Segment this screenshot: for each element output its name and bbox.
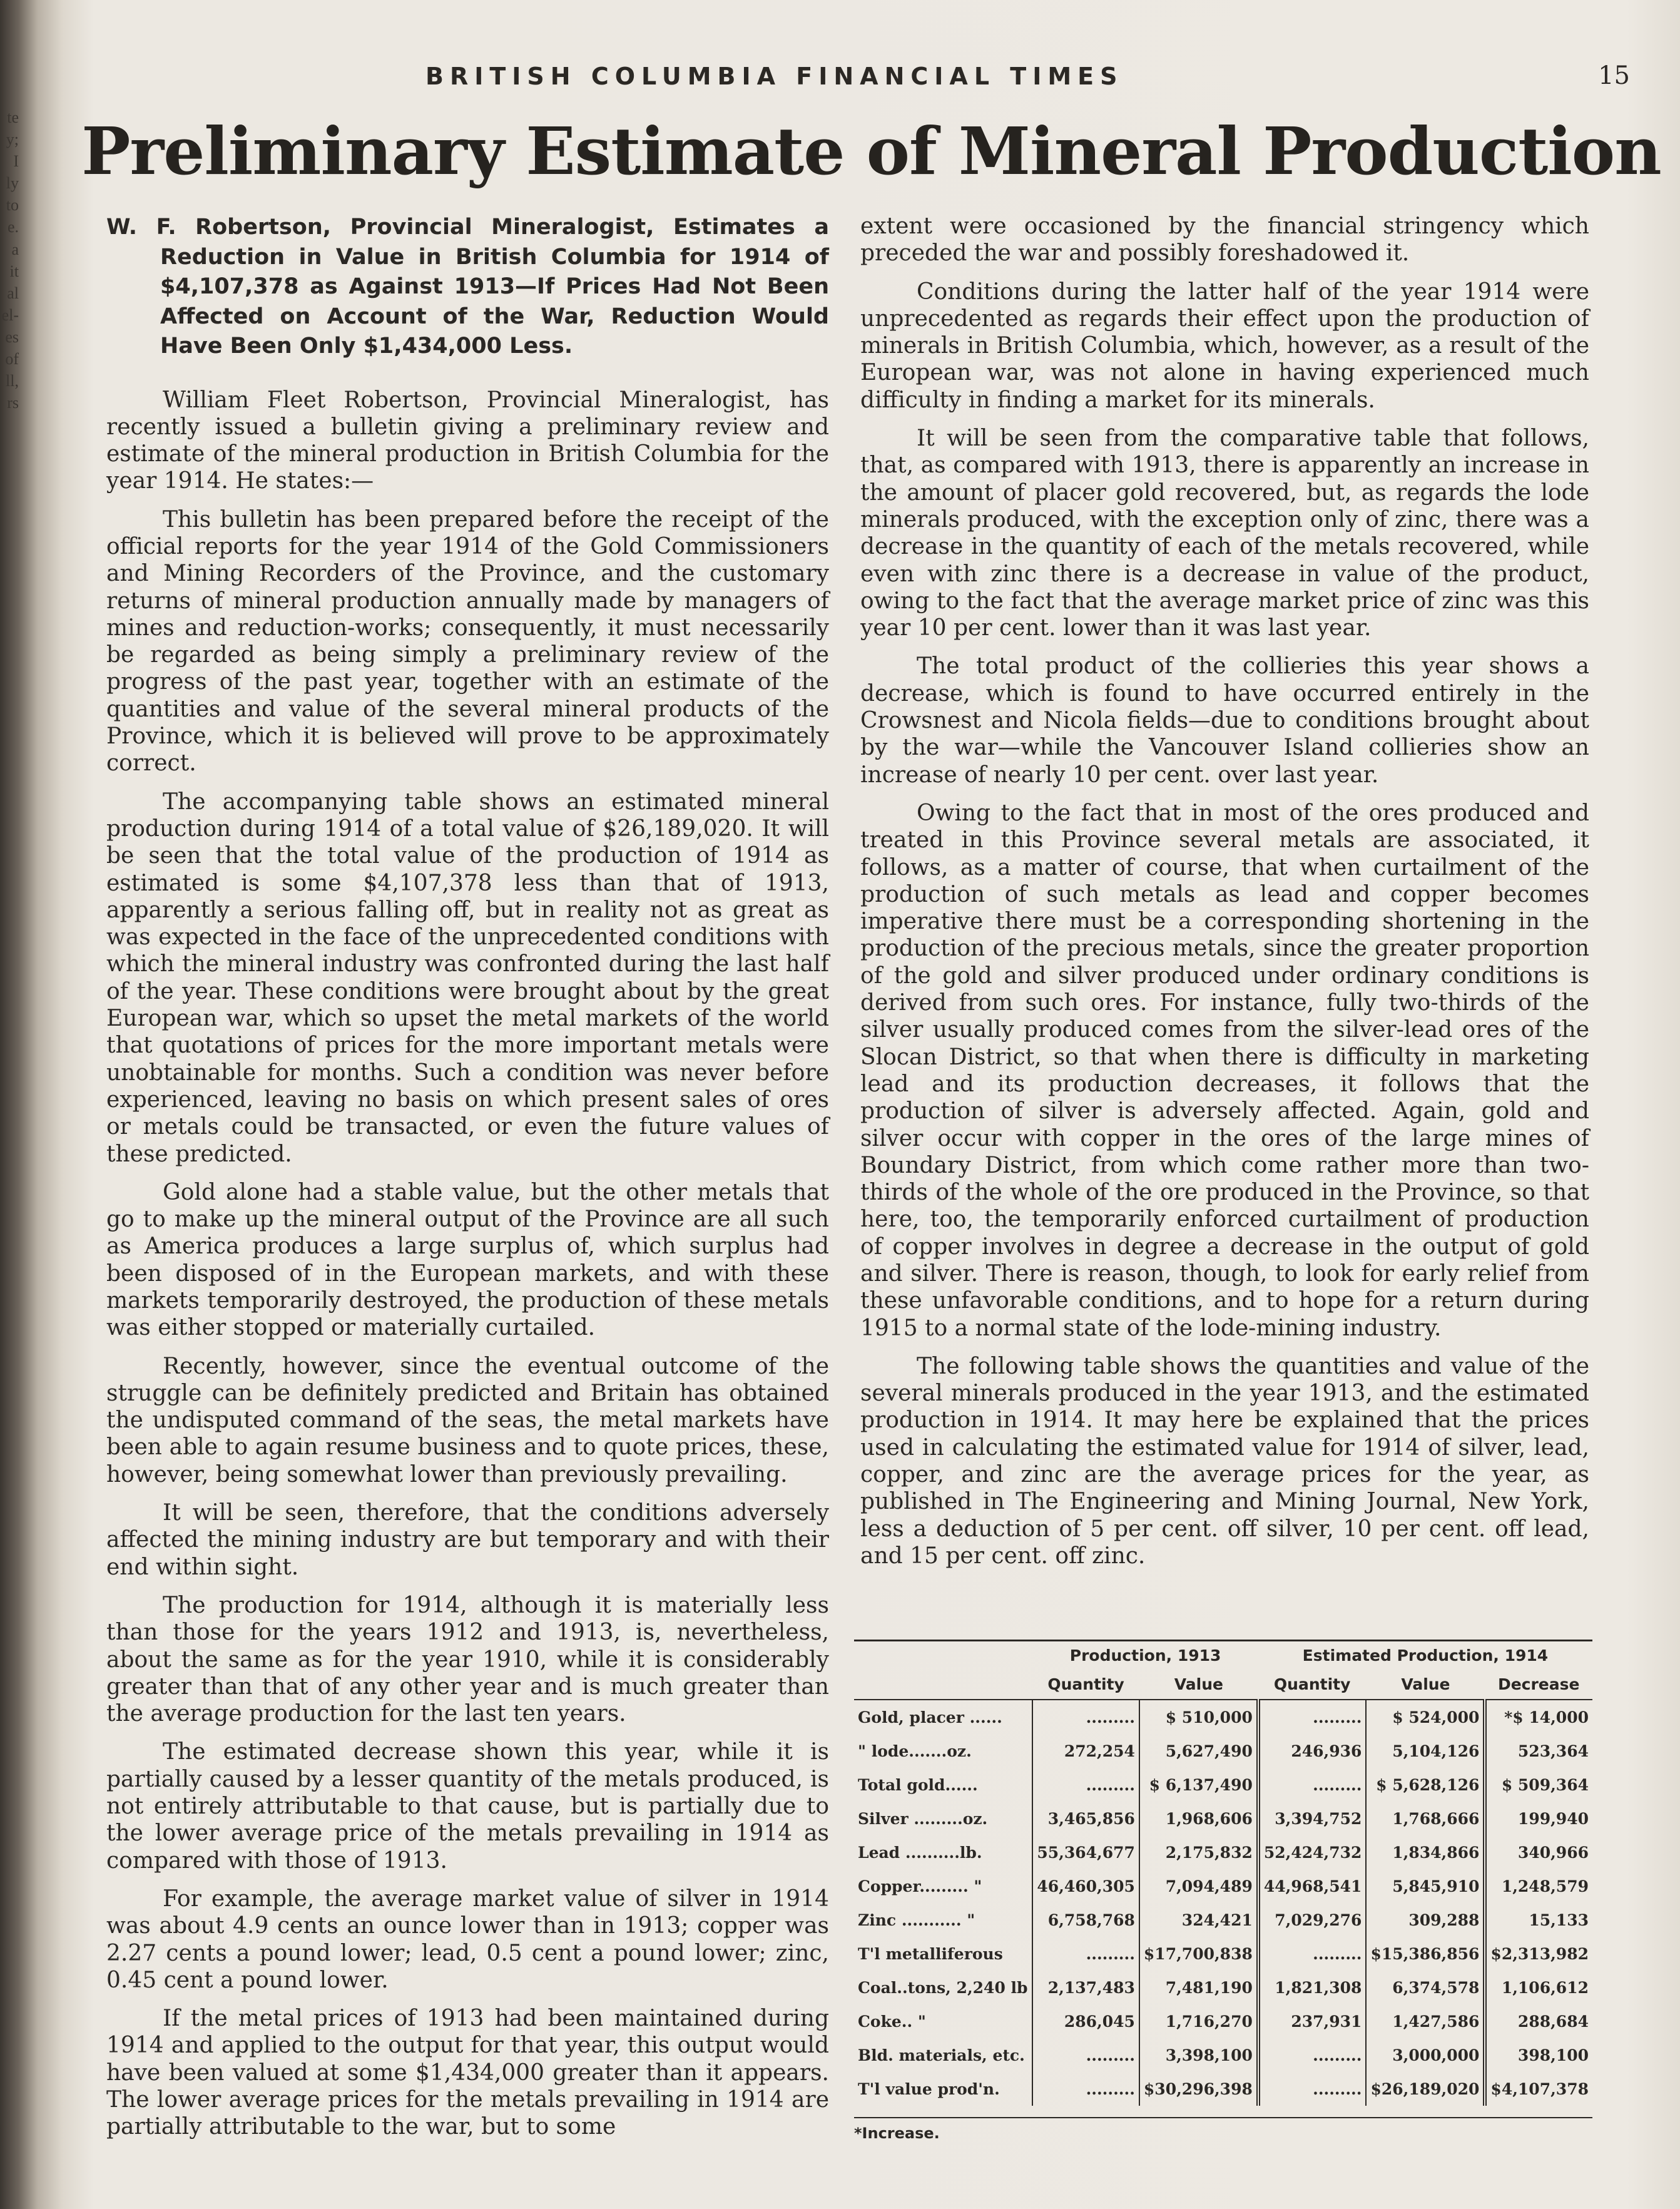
col-quantity-1913: Quantity (1032, 1670, 1139, 1700)
production-table (854, 1641, 1592, 2106)
body-paragraph: William Fleet Robertson, Provincial Mineralogist, has recently issued a bulletin giving a preliminary review and estimate of the mineral production in British Columbia for the year 1914. He states:— (106, 387, 829, 494)
quantity-1913: 2,137,483 (1032, 1971, 1139, 2004)
quantity-1914: ......... (1258, 2072, 1367, 2106)
quantity-1913: 46,460,305 (1032, 1869, 1139, 1903)
decrease-value: 288,684 (1485, 2004, 1592, 2038)
article-subhead: W. F. Robertson, Provincial Mineralogist, Estimates a Reduction in Value in British Columbia for 1914 of $4,107,378 as Against 1913—If Prices Had Not Been Affected on Account of the War, Reduction Would Have Been Only $1,434,000 Less. (106, 215, 829, 359)
table-corner-2 (854, 1670, 1032, 1700)
row-label: Lead ..........lb. (858, 1843, 982, 1862)
value-1913: $ 6,137,490 (1139, 1768, 1258, 1802)
production-table-block (854, 1640, 1592, 2142)
quantity-1914: 1,821,308 (1258, 1971, 1367, 2004)
row-label: Copper......... " (858, 1877, 982, 1895)
table-row (854, 1937, 1592, 1971)
row-label: Total gold...... (858, 1775, 978, 1794)
col-value-1913: Value (1139, 1670, 1258, 1700)
quantity-1913: 6,758,768 (1032, 1903, 1139, 1937)
body-paragraph: This bulletin has been prepared before the receipt of the official reports for the year 1914 of the Gold Commissioners and Mining Recorders of the Province, and the customary returns of mineral production annually made by managers of mines and reduction-works; consequently, it must necessarily be regarded as being simply a preliminary review of the progress of the past year, together with an estimate of the quantities and value of the several mineral products of the Province, which it is believed will prove to be approximately correct. (106, 506, 829, 777)
value-1913: 1,716,270 (1139, 2004, 1258, 2038)
quantity-1914: ......... (1258, 1700, 1367, 1734)
value-1913: 324,421 (1139, 1903, 1258, 1937)
quantity-1913: 55,364,677 (1032, 1835, 1139, 1869)
running-head (113, 63, 1630, 100)
table-row (854, 1869, 1592, 1903)
decrease-value: $ 509,364 (1485, 1768, 1592, 1802)
col-value-1914: Value (1366, 1670, 1485, 1700)
quantity-1913: ......... (1032, 1937, 1139, 1971)
body-paragraph: It will be seen from the comparative table that follows, that, as compared with 1913, there is apparently an increase in the amount of placer gold recovered, but, as regards the lode minerals produced, with the exception only of zinc, there was a decrease in the quantity of each of the metals recovered, while even with zinc there is a decrease in value of the product, owing to the fact that the average market price of zinc was this year 10 per cent. lower than it was last year. (860, 426, 1589, 641)
row-label: Silver .........oz. (858, 1809, 988, 1828)
value-1913: 3,398,100 (1139, 2038, 1258, 2072)
value-1913: $ 510,000 (1139, 1700, 1258, 1734)
body-paragraph: The estimated decrease shown this year, while it is partially caused by a lesser quantity of the metals produced, is not entirely attributable to that cause, but is partially due to the lower average price of the metals prevailing in 1914 as compared with those of 1913. (106, 1739, 829, 1874)
value-1914: 5,104,126 (1366, 1734, 1485, 1768)
row-label: Coke.. " (858, 2012, 926, 2031)
value-1913: 1,968,606 (1139, 1802, 1258, 1835)
table-footnote: *Increase. (854, 2117, 1592, 2142)
header-production-1913: Production, 1913 (1069, 1646, 1221, 1665)
value-1914: 1,834,866 (1366, 1835, 1485, 1869)
value-1914: 1,427,586 (1366, 2004, 1485, 2038)
quantity-1913: ......... (1032, 1700, 1139, 1734)
quantity-1913: 3,465,856 (1032, 1802, 1139, 1835)
decrease-value: 398,100 (1485, 2038, 1592, 2072)
body-paragraph: If the metal prices of 1913 had been maintained during 1914 and applied to the output for that year, this output would have been valued at some $1,434,000 greater than it appears. The lower average prices for the metals prevailing in 1914 are partially attributable to the war, but to some (106, 2006, 829, 2140)
value-1913: 7,094,489 (1139, 1869, 1258, 1903)
table-row (854, 1802, 1592, 1835)
col-quantity-1914: Quantity (1258, 1670, 1367, 1700)
body-paragraph: The accompanying table shows an estimated mineral production during 1914 of a total value of $26,189,020. It will be seen that the total value of the production of 1914 as estimated is some $4,107,378 less than that of 1913, apparently a serious falling off, but in reality not as great as was expected in the face of the unprecedented conditions with which the mineral industry was confronted during the last half of the year. These conditions were brought about by the great European war, which so upset the metal markets of the world that quotations of prices for the more important metals were unobtainable for months. Such a condition was never before experienced, leaving no basis on which present sales of ores or metals could be transacted, or even the future values of these predicted. (106, 788, 829, 1167)
row-label: Bld. materials, etc. (858, 2046, 1025, 2064)
body-paragraph: Recently, however, since the eventual outcome of the struggle can be definitely predicted and Britain has obtained the undisputed command of the seas, the metal markets have been able to again resume business and to quote prices, these, however, being somewhat lower than previously prevailing. (106, 1353, 829, 1487)
quantity-1913: ......... (1032, 1768, 1139, 1802)
table-body (854, 1700, 1592, 2106)
row-label: T'l metalliferous (858, 1944, 1003, 1963)
quantity-1914: 52,424,732 (1258, 1835, 1367, 1869)
value-1914: $15,386,856 (1366, 1937, 1485, 1971)
quantity-1914: ......... (1258, 2038, 1367, 2072)
left-column (106, 213, 829, 2152)
value-1914: 5,845,910 (1366, 1869, 1485, 1903)
decrease-value: 1,248,579 (1485, 1869, 1592, 1903)
decrease-value: 15,133 (1485, 1903, 1592, 1937)
body-paragraph: It will be seen, therefore, that the conditions adversely affected the mining industry are but temporary and with their end within sight. (106, 1500, 829, 1580)
quantity-1913: ......... (1032, 2072, 1139, 2106)
value-1913: 7,481,190 (1139, 1971, 1258, 2004)
body-paragraph: extent were occasioned by the financial stringency which preceded the war and possibly foreshadowed it. (860, 213, 1589, 267)
left-paragraphs (106, 387, 829, 2141)
value-1914: $26,189,020 (1366, 2072, 1485, 2106)
table-row (854, 2038, 1592, 2072)
margin-fragment: to (6, 196, 19, 215)
article-headline: Preliminary Estimate of Mineral Production (81, 113, 1661, 190)
value-1913: $30,296,398 (1139, 2072, 1258, 2106)
margin-fragment: of (5, 350, 19, 369)
decrease-value: $2,313,982 (1485, 1937, 1592, 1971)
quantity-1914: ......... (1258, 1768, 1367, 1802)
value-1913: $17,700,838 (1139, 1937, 1258, 1971)
margin-fragment: e. (7, 218, 19, 237)
margin-fragment: el- (1, 305, 19, 324)
value-1914: 3,000,000 (1366, 2038, 1485, 2072)
margin-fragment: te (7, 108, 19, 126)
quantity-1914: 237,931 (1258, 2004, 1367, 2038)
table-row (854, 1734, 1592, 1768)
body-paragraph: For example, the average market value of silver in 1914 was about 4.9 cents an ounce lower than in 1913; copper was 2.27 cents a pound lower; lead, 0.5 cent a pound lower; zinc, 0.45 cent a pound lower. (106, 1885, 829, 1993)
col-decrease: Decrease (1485, 1670, 1592, 1700)
margin-fragment: I (13, 152, 19, 171)
table-row (854, 1700, 1592, 1734)
body-paragraph: Gold alone had a stable value, but the other metals that go to make up the mineral output of the Province are all such as America produces a large surplus of, which surplus had been disposed of in the European markets, and with these markets temporarily destroyed, the production of these metals was either stopped or materially curtailed. (106, 1179, 829, 1341)
quantity-1914: 7,029,276 (1258, 1903, 1367, 1937)
decrease-value: $4,107,378 (1485, 2072, 1592, 2106)
quantity-1913: 272,254 (1032, 1734, 1139, 1768)
value-1913: 5,627,490 (1139, 1734, 1258, 1768)
decrease-value: 199,940 (1485, 1802, 1592, 1835)
row-label: Zinc ........... " (858, 1911, 975, 1929)
body-paragraph: Conditions during the latter half of the year 1914 were unprecedented as regards their effect upon the production of minerals in British Columbia, which, however, as a result of the European war, was not alone in having experienced much difficulty in finding a market for its minerals. (860, 278, 1589, 413)
adjacent-page-margin (0, 106, 19, 414)
table-corner (854, 1641, 1032, 1670)
value-1913: 2,175,832 (1139, 1835, 1258, 1869)
quantity-1914: 246,936 (1258, 1734, 1367, 1768)
quantity-1913: ......... (1032, 2038, 1139, 2072)
margin-fragment: y; (6, 130, 19, 149)
decrease-value: 523,364 (1485, 1734, 1592, 1768)
row-label: T'l value prod'n. (858, 2079, 1000, 2098)
body-paragraph: Owing to the fact that in most of the ores produced and treated in this Province several metals are associated, it follows, as a matter of course, that when curtailment of the production of such metals as lead and copper becomes imperative there must be a corresponding shortening in the production of the precious metals, since the greater proportion of the gold and silver produced under ordinary conditions is derived from such ores. For instance, fully two-thirds of the silver usually produced comes from the silver-lead ores of the Slocan District, so that when there is difficulty in marketing lead and its production decreases, it follows that the production of silver is adversely affected. Again, gold and silver occur with copper in the ores of the large mines of Boundary District, from which come rather more than two-thirds of the whole of the ore produced in the Province, so that here, too, the temporarily enforced curtailment of production of copper involves in degree a decrease in the output of gold and silver. There is reason, though, to look for early relief from these unfavorable conditions, and to hope for a return during 1915 to a normal state of the lode-mining industry. (860, 800, 1589, 1341)
margin-fragment: al (7, 283, 19, 302)
body-paragraph: The following table shows the quantities and value of the several minerals produced in the year 1913, and the estimated production in 1914. It may here be explained that the prices used in calculating the estimated value for 1914 of silver, lead, copper, and zinc are the average prices for the year, as published in The Engineering and Mining Journal, New York, less a deduction of 5 per cent. off silver, 10 per cent. off lead, and 15 per cent. off zinc. (860, 1353, 1589, 1569)
margin-fragment: ly (6, 174, 19, 193)
quantity-1914: 44,968,541 (1258, 1869, 1367, 1903)
table-row (854, 1835, 1592, 1869)
margin-fragment: it (9, 262, 19, 280)
margin-fragment: a (11, 240, 19, 258)
decrease-value: 340,966 (1485, 1835, 1592, 1869)
quantity-1913: 286,045 (1032, 2004, 1139, 2038)
value-1914: $ 524,000 (1366, 1700, 1485, 1734)
table-row (854, 1971, 1592, 2004)
table-row (854, 2004, 1592, 2038)
value-1914: 1,768,666 (1366, 1802, 1485, 1835)
row-label: Coal..tons, 2,240 lb (858, 1978, 1028, 1997)
header-estimated-1914: Estimated Production, 1914 (1302, 1646, 1549, 1665)
table-row (854, 2072, 1592, 2106)
quantity-1914: 3,394,752 (1258, 1802, 1367, 1835)
row-label: " lode.......oz. (858, 1742, 972, 1760)
row-label: Gold, placer ...... (858, 1708, 1002, 1727)
page-number: 15 (1598, 61, 1630, 90)
margin-fragment: es (5, 327, 19, 346)
table-row (854, 1768, 1592, 1802)
right-paragraphs (860, 213, 1589, 1569)
value-1914: 309,288 (1366, 1903, 1485, 1937)
publication-title: BRITISH COLUMBIA FINANCIAL TIMES (425, 63, 1124, 90)
decrease-value: *$ 14,000 (1485, 1700, 1592, 1734)
value-1914: 6,374,578 (1366, 1971, 1485, 2004)
margin-fragment: rs (7, 394, 19, 412)
body-paragraph: The production for 1914, although it is materially less than those for the years 1912 and 1913, is, nevertheless, about the same as for the year 1910, while it is considerably greater than that of any other year and is much greater than the average production for the last ten years. (106, 1592, 829, 1727)
margin-fragment: ll, (6, 372, 19, 390)
value-1914: $ 5,628,126 (1366, 1768, 1485, 1802)
quantity-1914: ......... (1258, 1937, 1367, 1971)
right-column (860, 213, 1589, 1581)
decrease-value: 1,106,612 (1485, 1971, 1592, 2004)
table-row (854, 1903, 1592, 1937)
body-paragraph: The total product of the collieries this year shows a decrease, which is found to have occurred entirely in the Crowsnest and Nicola fields—due to conditions brought about by the war—while the Vancouver Island collieries show an increase of nearly 10 per cent. over last year. (860, 653, 1589, 788)
